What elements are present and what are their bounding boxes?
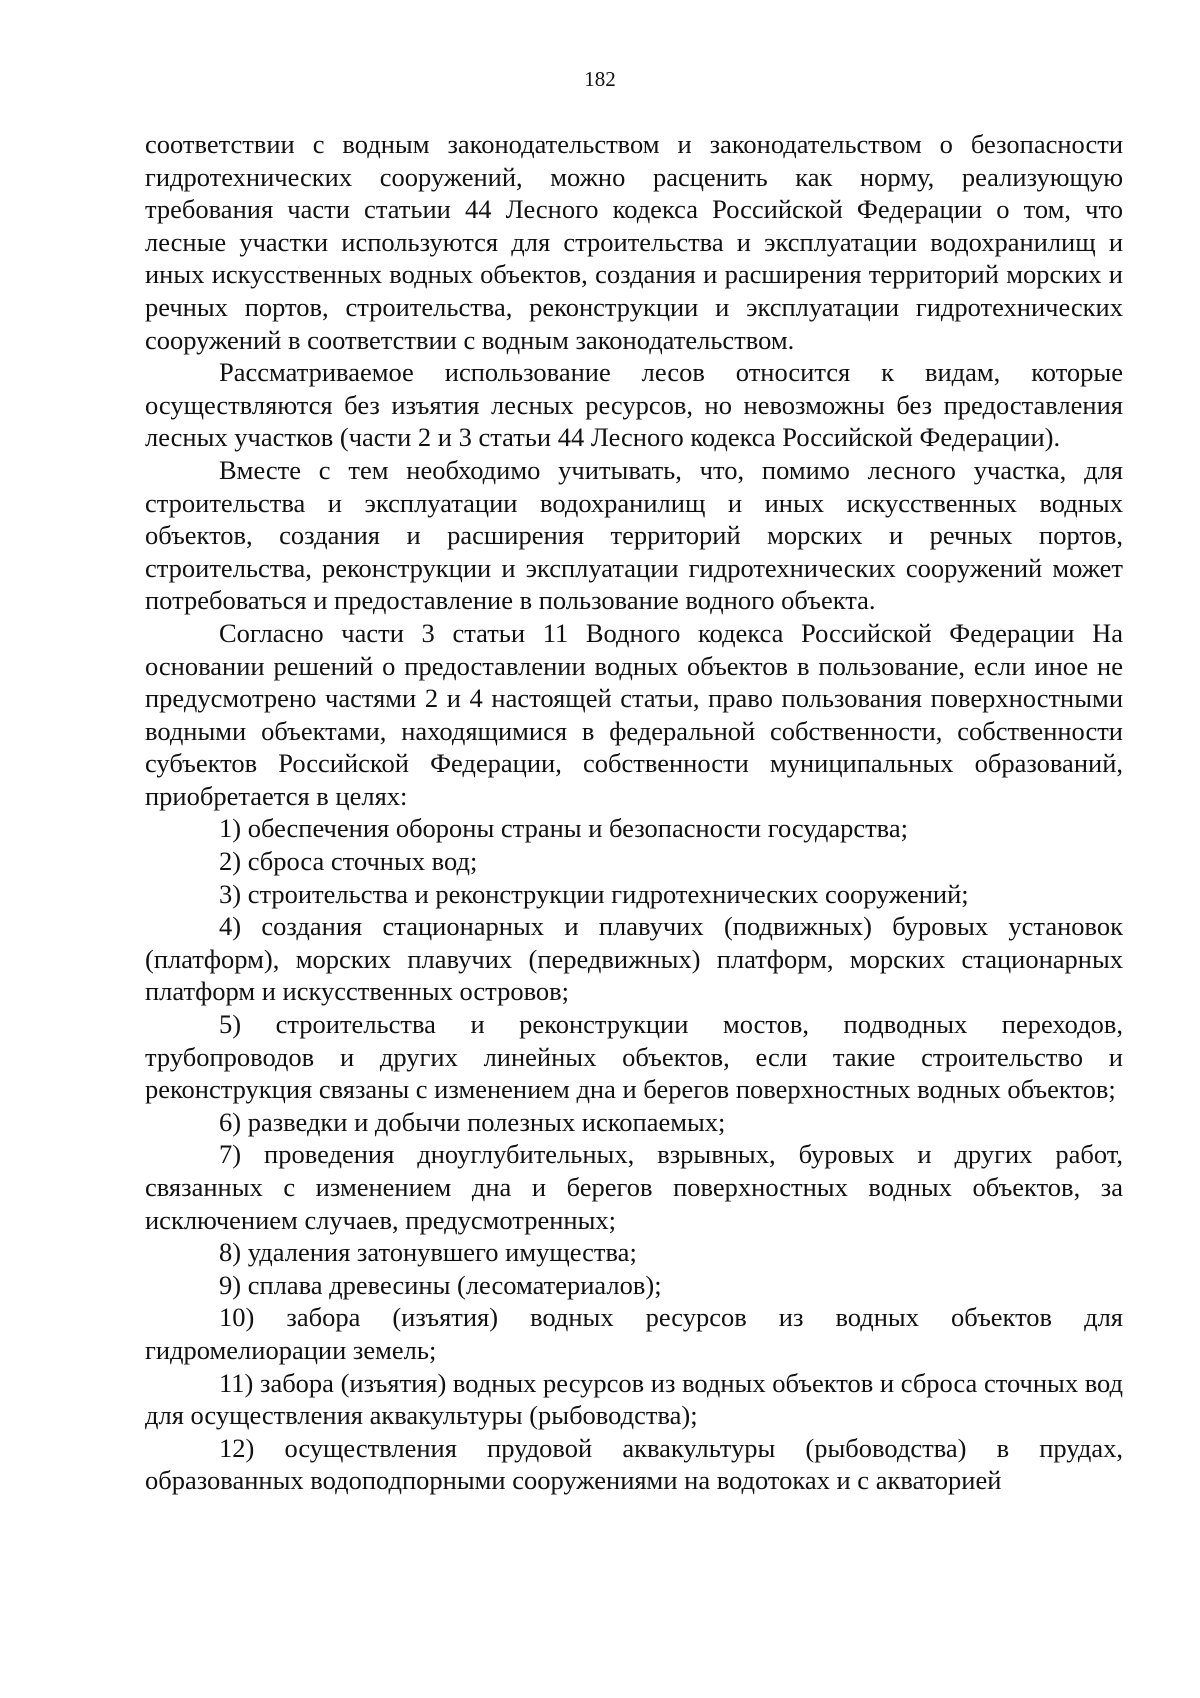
- document-body: [145, 128, 1123, 1497]
- list-item-4: 4) создания стационарных и плавучих (подвижных) буровых установок (платформ), морских плавучих (передвижных) платформ, морских стационарных платформ и искусственных островов;: [145, 911, 1123, 1007]
- list-item-1: 1) обеспечения обороны страны и безопасности государства;: [219, 813, 908, 844]
- list-item-2: 2) сброса сточных вод;: [219, 846, 478, 877]
- list-item-11: 11) забора (изъятия) водных ресурсов из водных объектов и сброса сточных вод для осуществления аквакультуры (рыбоводства);: [145, 1367, 1123, 1431]
- paragraph-water-code-article: Согласно части 3 статьи 11 Водного кодекса Российской Федерации На основании решений о предоставлении водных объектов в пользование, если иное не предусмотрено частями 2 и 4 настоящей статьи, право пользования поверхностными водными объектами, находящимися в федеральной собственности, собственности субъектов Российской Федерации, собственности муниципальных образований, приобретается в целях:: [145, 617, 1123, 811]
- paragraph-continuation: соответствии с водным законодательством и законодательством о безопасности гидротехнических сооружений, можно расценить как норму, реализующую требования части статьии 44 Лесного кодекса Российской Федерации о том, что лесные участки используются для строительства и эксплуатации водохранилищ и иных искусственных водных объектов, создания и расширения территорий морских и речных портов, строительства, реконструкции и эксплуатации гидротехнических сооружений в соответствии с водным законодательством.: [145, 129, 1123, 355]
- paragraph-water-body-use: Вместе с тем необходимо учитывать, что, помимо лесного участка, для строительства и эксплуатации водохранилищ и иных искусственных водных объектов, создания и расширения территорий морских и речных портов, строительства, реконструкции и эксплуатации гидротехнических сооружений может потребоваться и предоставление в пользование водного объекта.: [145, 454, 1123, 616]
- page-number: 182: [584, 67, 616, 91]
- list-item-3: 3) строительства и реконструкции гидротехнических сооружений;: [219, 878, 969, 909]
- list-item-9: 9) сплава древесины (лесоматериалов);: [219, 1269, 662, 1300]
- list-item-7: 7) проведения дноуглубительных, взрывных, буровых и других работ, связанных с изменением дна и берегов поверхностных водных объектов, за исключением случаев, предусмотренных;: [145, 1139, 1123, 1235]
- list-item-8: 8) удаления затонувшего имущества;: [219, 1237, 637, 1268]
- list-item-5: 5) строительства и реконструкции мостов, подводных переходов, трубопроводов и других линейных объектов, если такие строительство и реконструкция связаны с изменением дна и берегов поверхностных водных объектов;: [145, 1009, 1123, 1105]
- list-item-10: 10) забора (изъятия) водных ресурсов из водных объектов для гидромелиорации земель;: [145, 1302, 1123, 1365]
- list-item-6: 6) разведки и добычи полезных ископаемых;: [219, 1106, 726, 1137]
- list-item-12: 12) осуществления прудовой аквакультуры (рыбоводства) в прудах, образованных водоподпорными сооружениями на водотоках и с акваторией: [145, 1432, 1123, 1496]
- paragraph-forest-use: Рассматриваемое использование лесов относится к видам, которые осуществляются без изъятия лесных ресурсов, но невозможны без предоставления лесных участков (части 2 и 3 статьи 44 Лесного кодекса Российской Федерации).: [145, 357, 1123, 453]
